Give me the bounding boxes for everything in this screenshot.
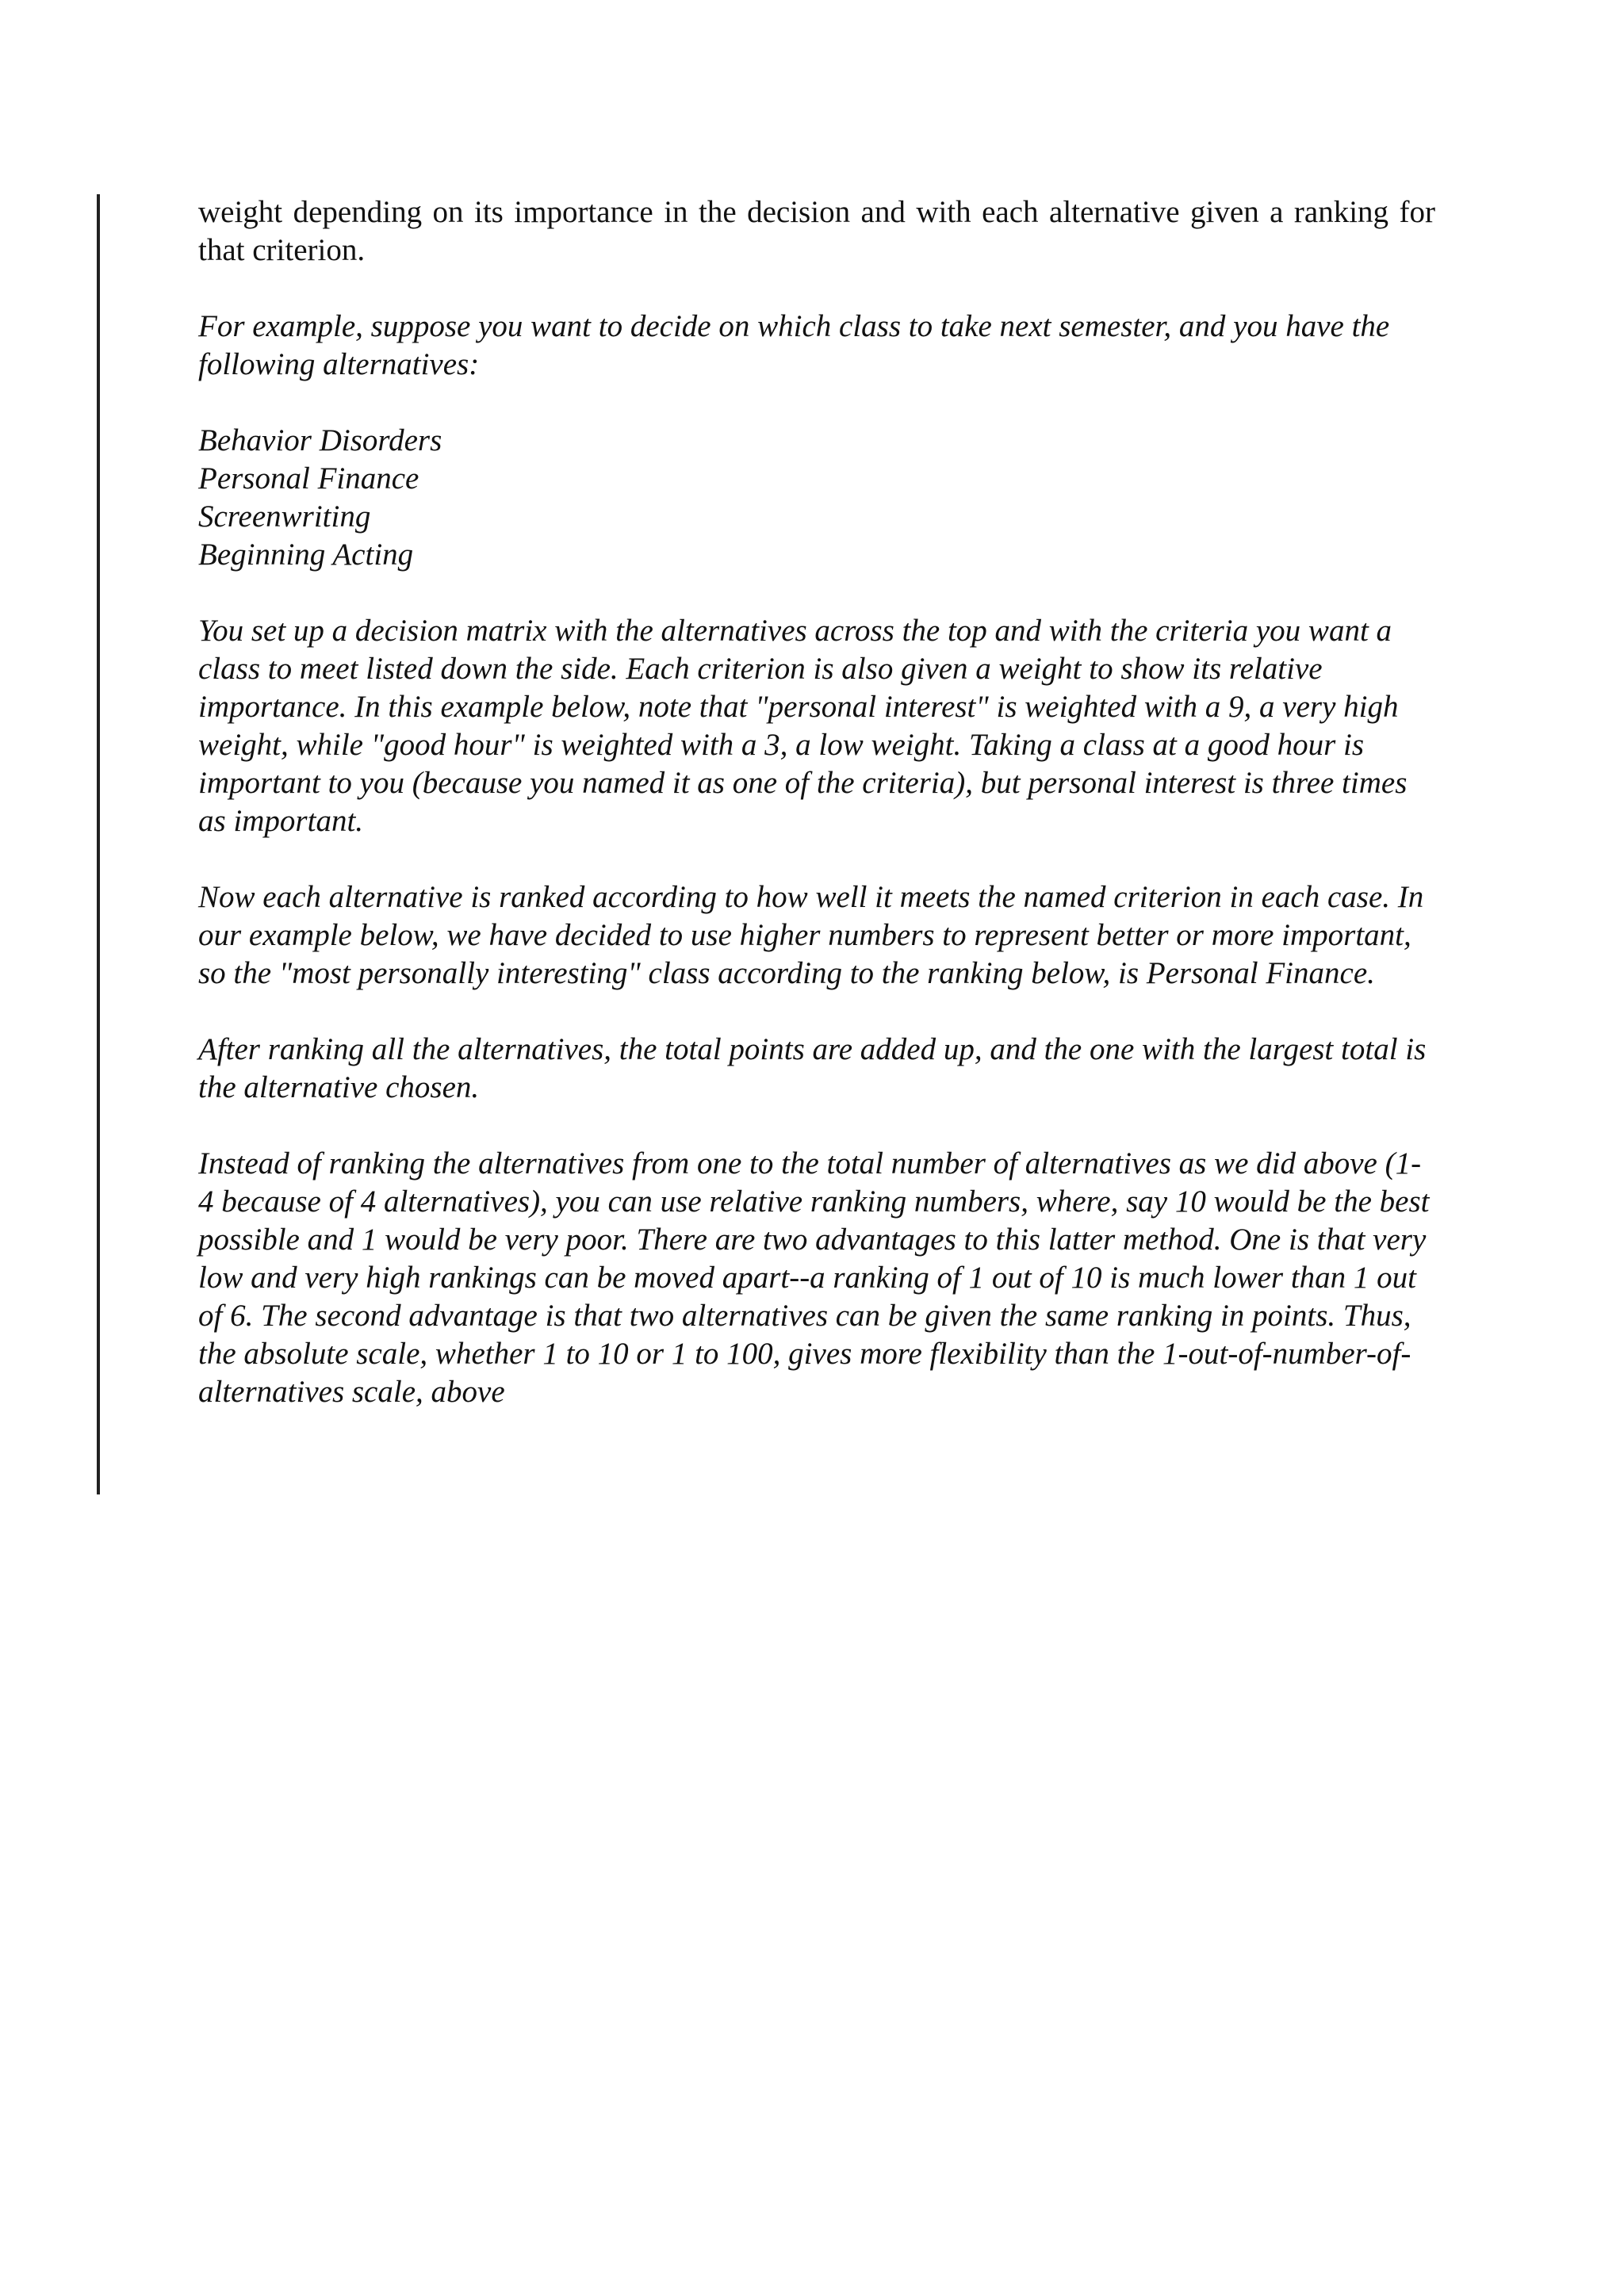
document-body — [198, 193, 1435, 1411]
totals-paragraph: After ranking all the alternatives, the total points are added up, and the one with the largest total is the alternative chosen. — [198, 1032, 1427, 1104]
intro-paragraph: weight depending on its importance in the decision and with each alternative given a ranking for that criterion. — [198, 195, 1435, 267]
ranking-paragraph: Now each alternative is ranked according to how well it meets the named criterion in each case. In our example below, we have decided to use higher numbers to represent better or more important, so the "most personally interesting" class according to the ranking below, is Personal Finance. — [198, 880, 1424, 990]
list-item: Beginning Acting — [198, 538, 414, 572]
revision-bar — [97, 194, 100, 1494]
matrix-setup-paragraph: You set up a decision matrix with the alternatives across the top and with the criteria you want a class to meet listed down the side. Each criterion is also given a weight to show its relative importance. In this example below, note that "personal interest" is weighted with a 9, a very high weight, while "good hour" is weighted with a 3, a low weight. Taking a class at a good hour is important to you (because you named it as one of the criteria), but personal interest is three times as important. — [198, 614, 1408, 838]
alternatives-list — [198, 422, 1435, 574]
example-paragraph: For example, suppose you want to decide on which class to take next semester, and you have the following alternatives: — [198, 309, 1390, 381]
list-item: Personal Finance — [198, 461, 419, 496]
list-item: Screenwriting — [198, 499, 371, 534]
relative-ranking-paragraph: Instead of ranking the alternatives from one to the total number of alternatives as we did above (1-4 because of 4 alternatives), you can use relative ranking numbers, where, say 10 would be the best possible and 1 would be very poor. There are two advantages to this latter method. One is that very low and very high rankings can be moved apart--a ranking of 1 out of 10 is much lower than 1 out of 6. The second advantage is that two alternatives can be given the same ranking in points. Thus, the absolute scale, whether 1 to 10 or 1 to 100, gives more flexibility than the 1-out-of-number-of-alternatives scale, above — [198, 1146, 1430, 1409]
list-item: Behavior Disorders — [198, 423, 442, 457]
